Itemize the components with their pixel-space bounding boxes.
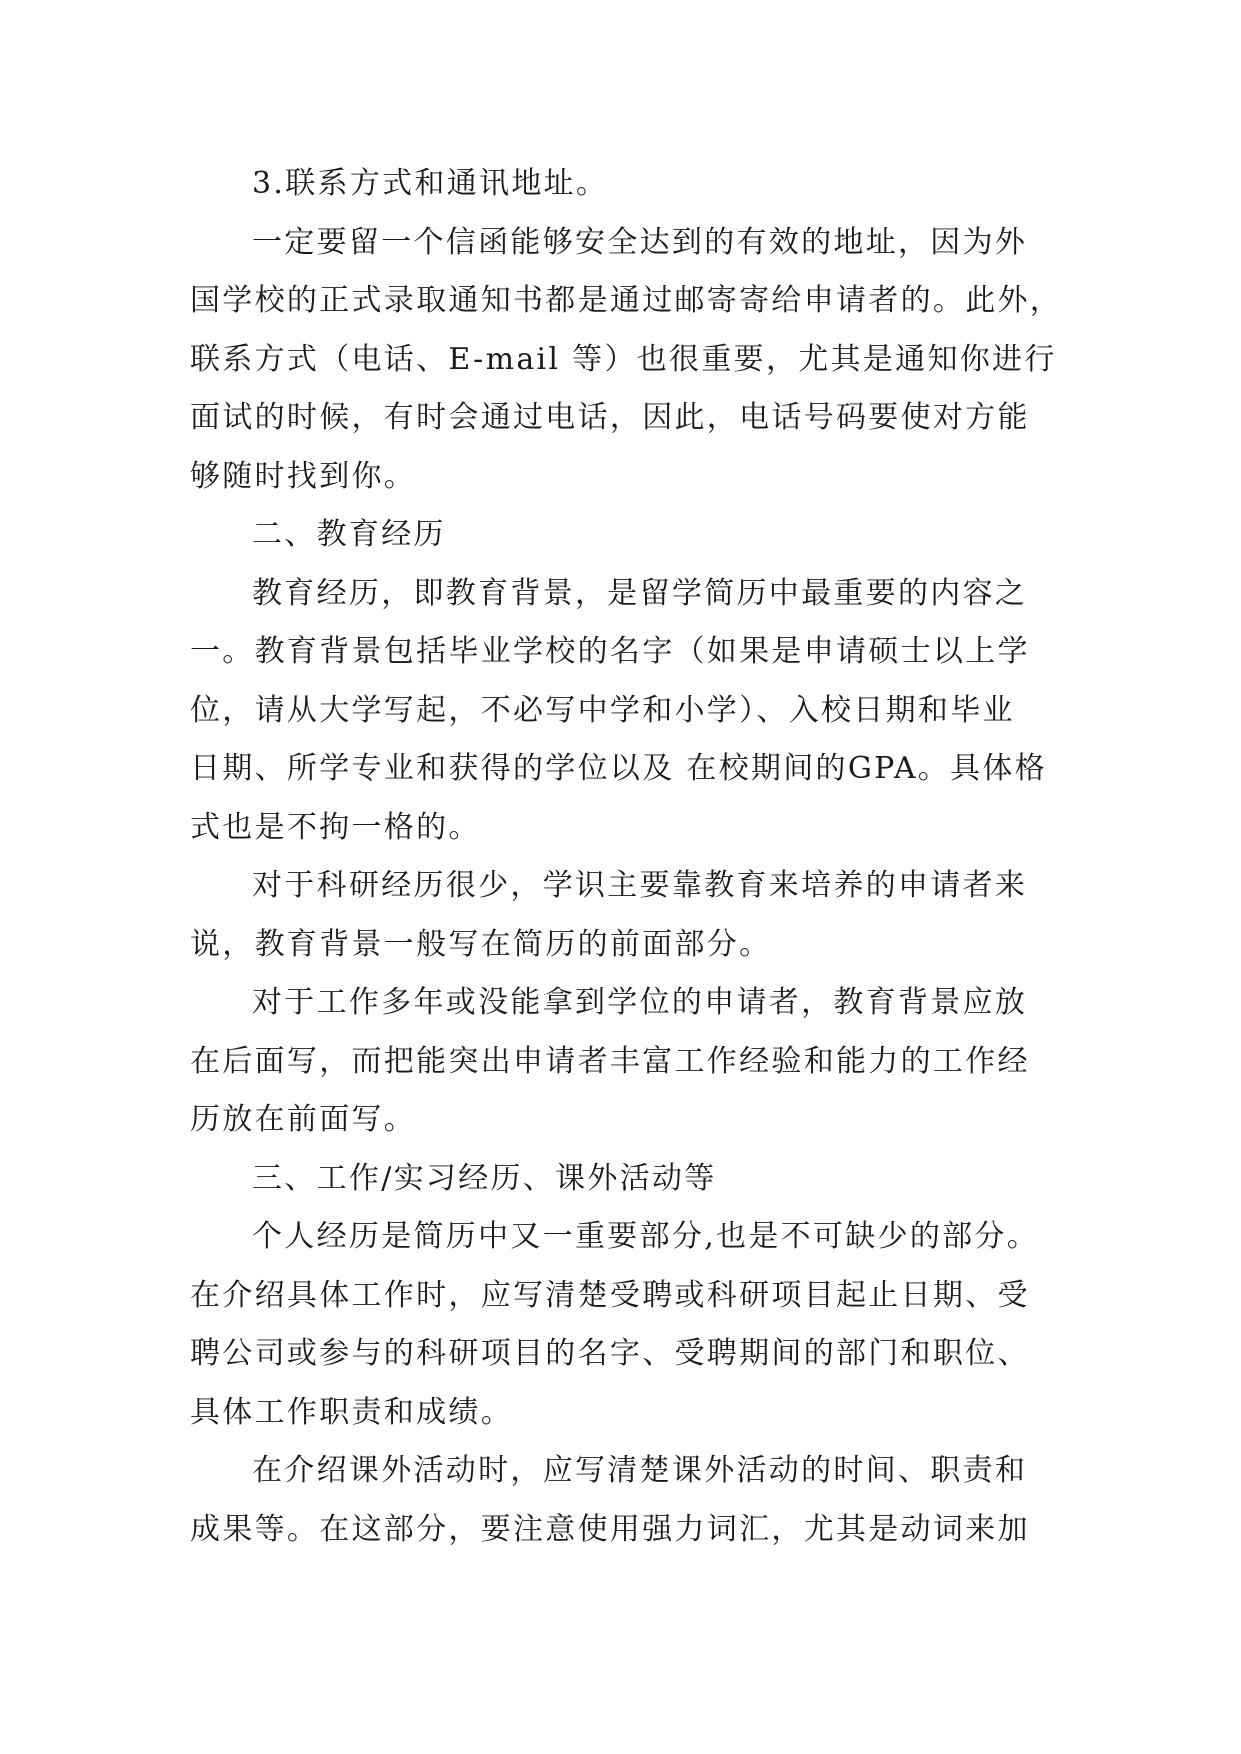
paragraph-line: 位，请从大学写起，不必写中学和小学）、入校日期和毕业 — [190, 692, 1015, 728]
paragraph-line: 对于工作多年或没能拿到学位的申请者，教育背景应放 — [252, 985, 1028, 1020]
paragraph-line: 日期、所学专业和获得的学位以及 在校期间的GPA。具体格 — [190, 751, 1047, 786]
paragraph-line: 教育经历，即教育背景，是留学简历中最重要的内容之 — [252, 575, 1028, 611]
paragraph-line: 在后面写，而把能突出申请者丰富工作经验和能力的工作经 — [190, 1043, 1030, 1079]
section-heading-education: 二、教育经历 — [252, 517, 446, 552]
paragraph-line: 国学校的正式录取通知书都是通过邮寄寄给申请者的。此外， — [190, 283, 1063, 318]
paragraph-line: 具体工作职责和成绩。 — [190, 1394, 513, 1430]
body-text — [190, 155, 1070, 1559]
paragraph-line: 成果等。在这部分，要注意使用强力词汇，尤其是动词来加 — [190, 1511, 1030, 1547]
paragraph-line: 对于科研经历很少，学识主要靠教育来培养的申请者来 — [252, 868, 1028, 903]
paragraph-line: 一。教育背景包括毕业学校的名字（如果是申请硕士以上学 — [190, 634, 1030, 669]
paragraph-line: 在介绍课外活动时，应写清楚课外活动的时间、职责和 — [252, 1453, 1028, 1488]
paragraph-line: 一定要留一个信函能够安全达到的有效的地址，因为外 — [252, 224, 1028, 260]
paragraph-line: 式也是不拘一格的。 — [190, 809, 481, 845]
section-heading-work: 三、工作/实习经历、课外活动等 — [252, 1160, 717, 1196]
paragraph-line: 说，教育背景一般写在简历的前面部分。 — [190, 926, 772, 962]
paragraph-line: 面试的时候，有时会通过电话，因此，电话号码要使对方能 — [190, 400, 1030, 435]
paragraph-line: 联系方式（电话、E-mail 等）也很重要，尤其是通知你进行 — [190, 341, 1057, 377]
paragraph-line: 个人经历是简历中又一重要部分,也是不可缺少的部分。 — [252, 1219, 1040, 1254]
paragraph-line: 够随时找到你。 — [190, 458, 417, 494]
paragraph-line: 历放在前面写。 — [190, 1102, 417, 1137]
subheading-contact: 3.联系方式和通讯地址。 — [252, 166, 609, 201]
paragraph-line: 在介绍具体工作时，应写清楚受聘或科研项目起止日期、受 — [190, 1277, 1030, 1313]
paragraph-line: 聘公司或参与的科研项目的名字、受聘期间的部门和职位、 — [190, 1336, 1030, 1371]
